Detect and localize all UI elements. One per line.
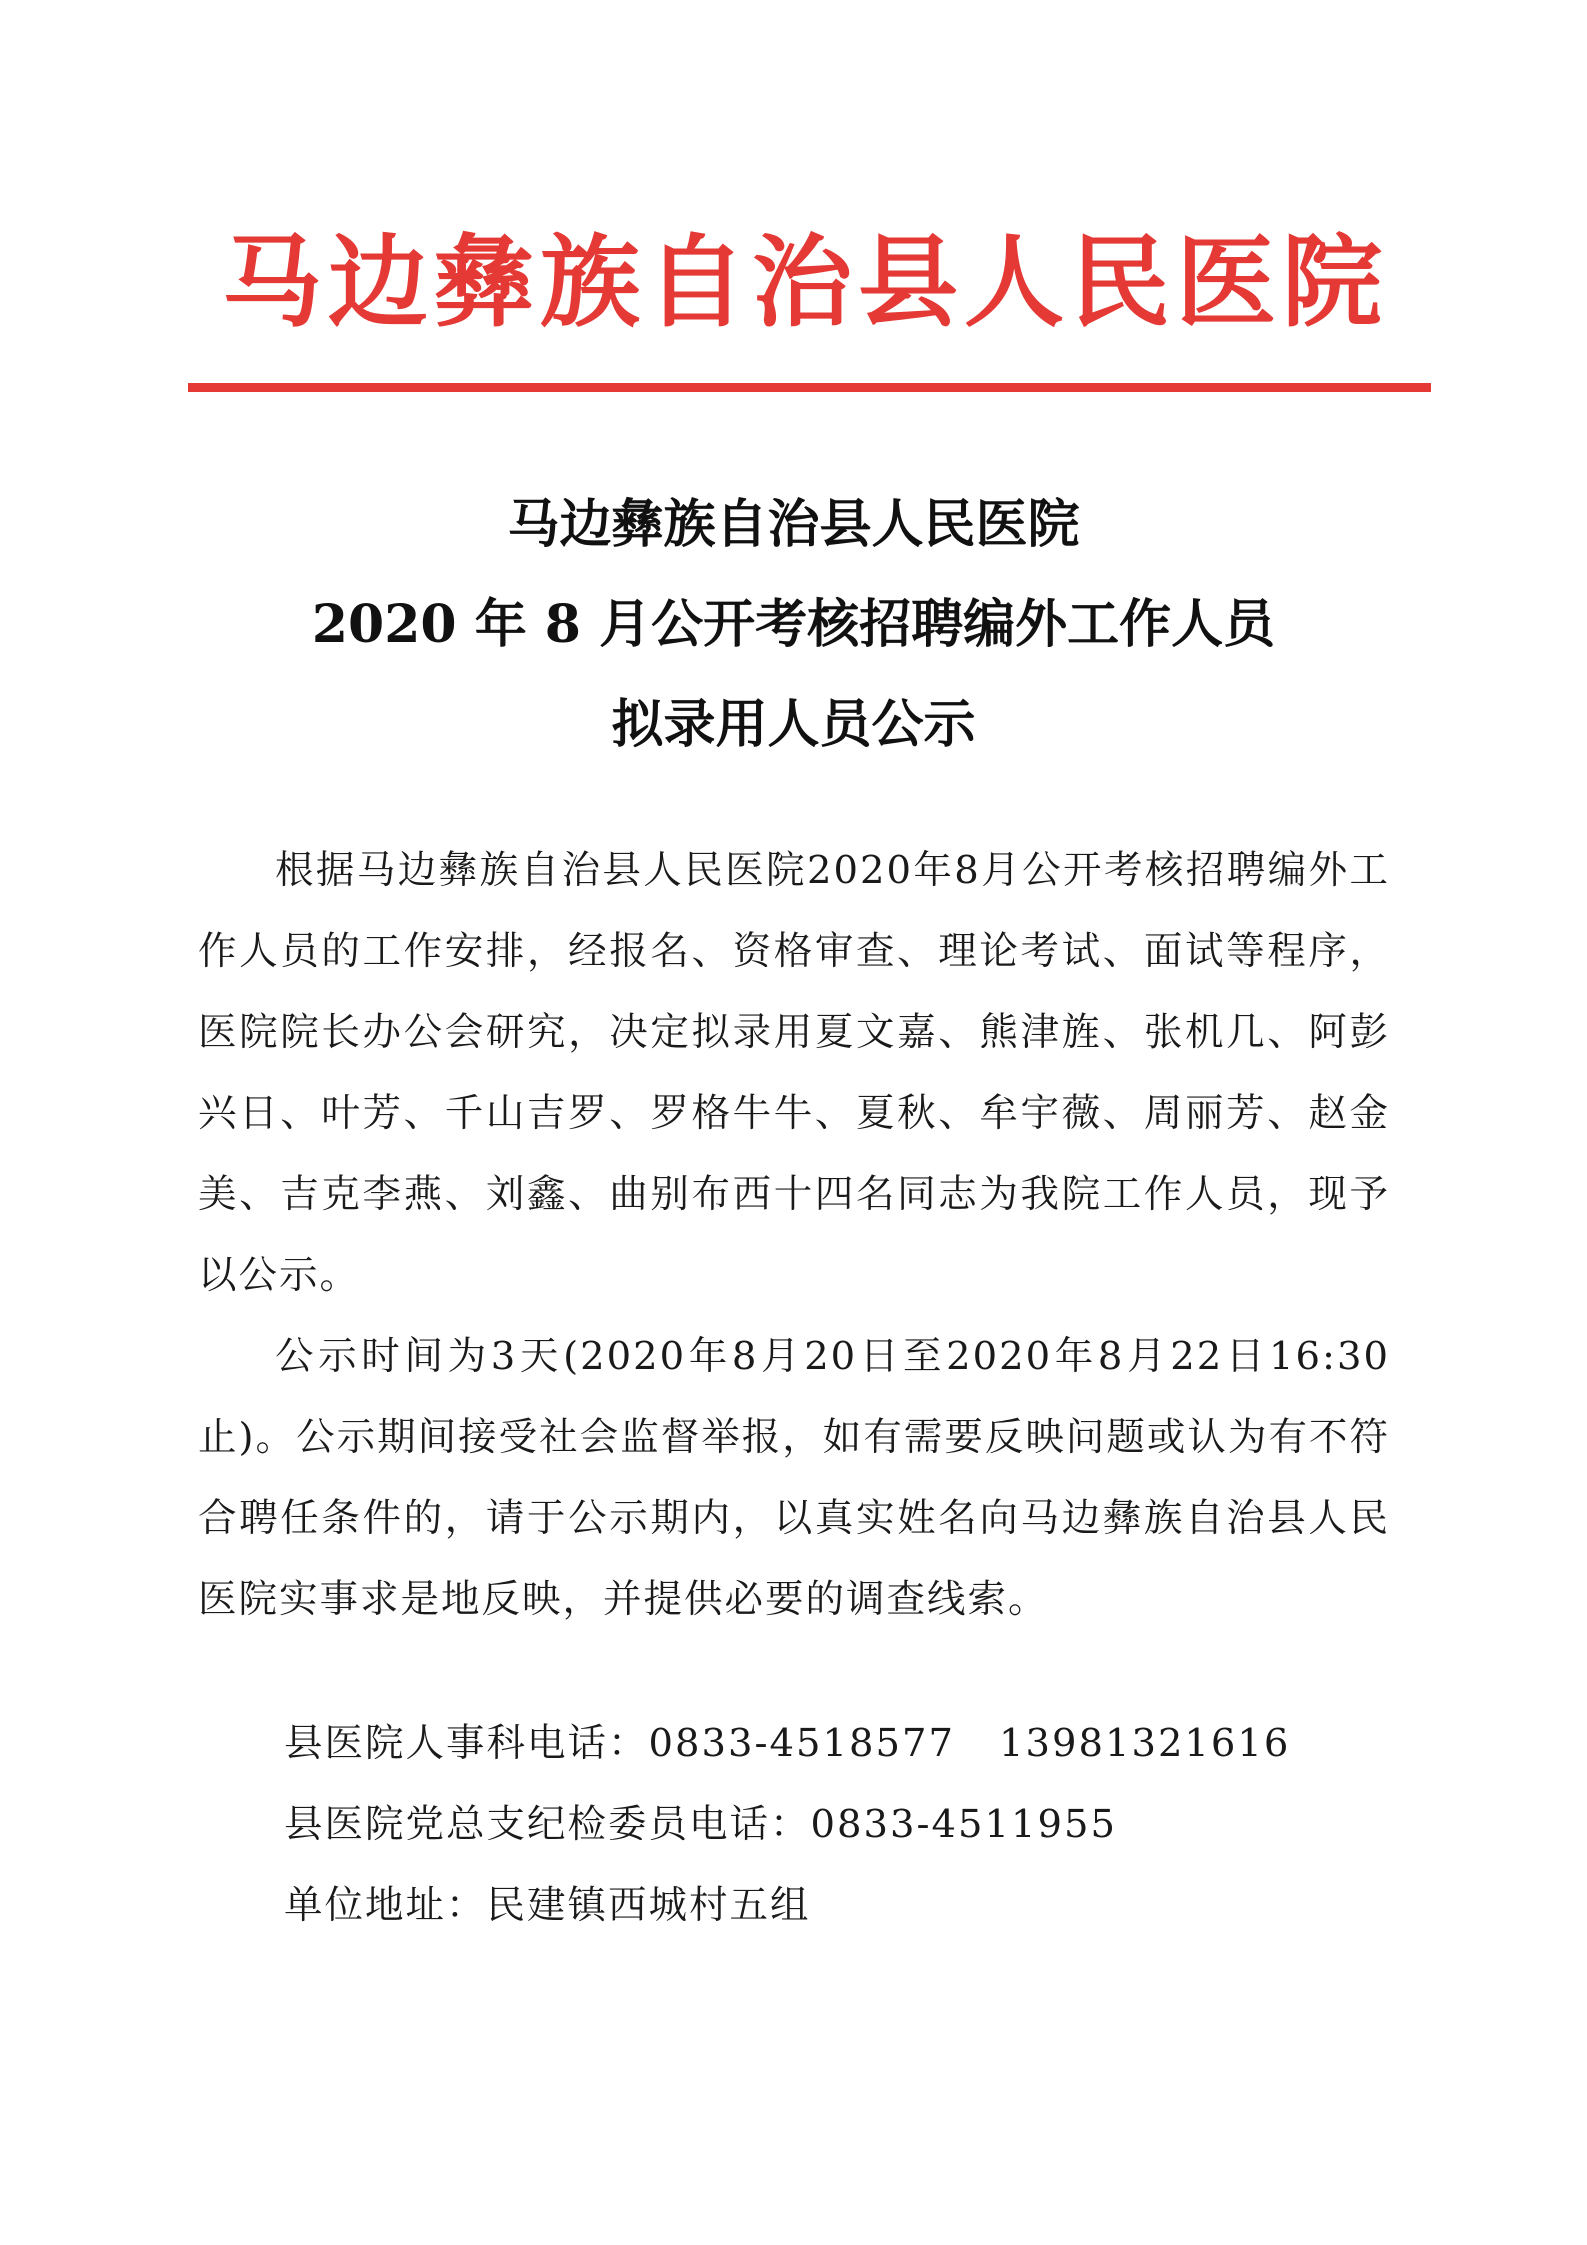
address-line [284, 1865, 1384, 1946]
title-line-1: 马边彝族自治县人民医院 [507, 494, 1080, 555]
document-body [198, 830, 1390, 1640]
hr-phone-2: 13981321616 [998, 1721, 1291, 1766]
body-paragraph-1: 根据马边彝族自治县人民医院2020年8月公开考核招聘编外工作人员的工作安排，经报名、资格审查、理论考试、面试等程序，医院院长办公会研究，决定拟录用夏文嘉、熊津旌、张机几、阿彭兴日、叶芳、千山吉罗、罗格牛牛、夏秋、牟宇薇、周丽芳、赵金美、吉克李燕、刘鑫、曲别布西十四名同志为我院工作人员，现予以公示。 [198, 848, 1390, 1298]
discipline-phone: 0833-4511955 [810, 1802, 1117, 1847]
contact-info [284, 1703, 1384, 1946]
letterhead-org-name: 马边彝族自治县人民医院 [222, 224, 1388, 341]
discipline-phone-line [284, 1784, 1384, 1865]
hr-phone-1: 0833-4518577 [648, 1721, 955, 1766]
letterhead-red-rule [188, 383, 1431, 392]
address-label: 单位地址： [284, 1883, 487, 1928]
hr-phone-label: 县医院人事科电话： [284, 1721, 649, 1766]
body-paragraph-2: 公示时间为3天(2020年8月20日至2020年8月22日16:30止)。公示期间接受社会监督举报，如有需要反映问题或认为有不符合聘任条件的，请于公示期内，以真实姓名向马边彝族自治县人民医院实事求是地反映，并提供必要的调查线索。 [198, 1334, 1390, 1622]
hr-phone-line [284, 1703, 1384, 1784]
title-line-3: 拟录用人员公示 [611, 694, 976, 755]
address-value: 民建镇西城村五组 [486, 1883, 811, 1928]
discipline-phone-label: 县医院党总支纪检委员电话： [284, 1802, 811, 1847]
document-title [150, 475, 1437, 775]
title-line-2: 2020 年 8 月公开考核招聘编外工作人员 [311, 594, 1276, 655]
